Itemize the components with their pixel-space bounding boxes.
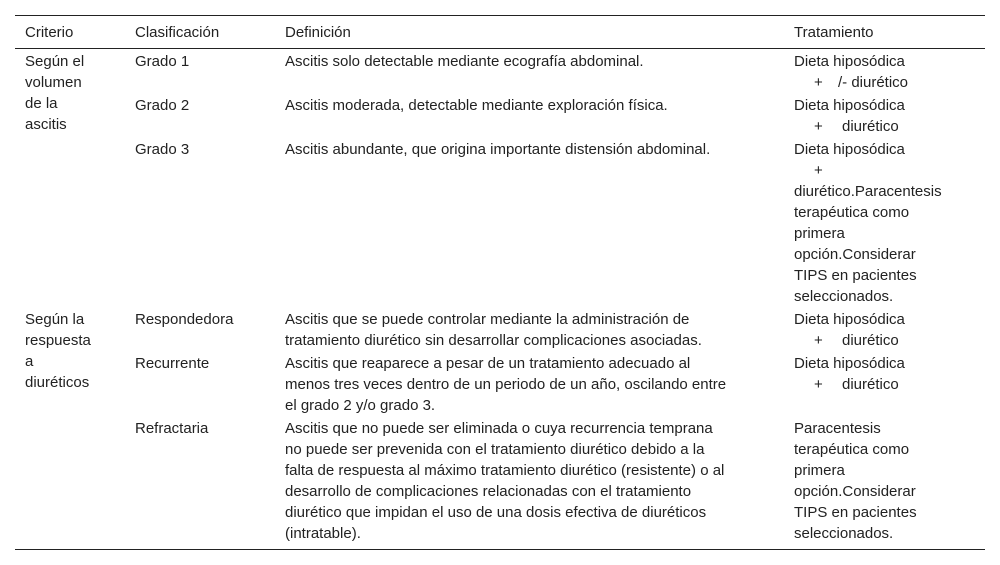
tratamiento-grado-2: Dieta hiposódica + diurético — [794, 97, 905, 135]
table-header-row — [15, 16, 985, 49]
tratamiento-grado-3: Dieta hiposódica + diurético.Paracentesis terapéutica como primera opción.Considerar TIPS en pacientes seleccionados. — [794, 141, 942, 305]
clasificacion-recurrente: Recurrente — [135, 355, 210, 372]
clasificacion-grado-1: Grado 1 — [135, 53, 190, 70]
header-tratamiento: Tratamiento — [794, 24, 874, 41]
header-clasificacion: Clasificación — [135, 24, 220, 41]
clasificacion-refractaria: Refractaria — [135, 420, 209, 437]
tratamiento-grado-1: Dieta hiposódica + /- diurético — [794, 53, 909, 91]
definicion-grado-1: Ascitis solo detectable mediante ecografía abdominal. — [285, 53, 644, 70]
clasificacion-respondedora: Respondedora — [135, 311, 234, 328]
definicion-grado-3: Ascitis abundante, que origina importante distensión abdominal. — [285, 141, 711, 158]
header-definicion: Definición — [285, 24, 351, 41]
tratamiento-recurrente: Dieta hiposódica + diurético — [794, 355, 905, 393]
clasificacion-grado-2: Grado 2 — [135, 97, 190, 114]
header-criterio: Criterio — [25, 24, 74, 41]
tratamiento-respondedora: Dieta hiposódica + diurético — [794, 311, 905, 349]
table-body — [15, 49, 985, 549]
criterio-volumen: Según el volumen de la ascitis — [25, 53, 85, 133]
definicion-respondedora: Ascitis que se puede controlar mediante la administración de tratamiento diurético sin desarrollar complicaciones asociadas. — [285, 311, 702, 349]
ascites-classification-table — [15, 15, 985, 550]
clasificacion-grado-3: Grado 3 — [135, 141, 190, 158]
definicion-recurrente: Ascitis que reaparece a pesar de un tratamiento adecuado al menos tres veces dentro de un periodo de un año, oscilando entre el grado 2 y/o grado 3. — [285, 355, 727, 414]
criterio-respuesta: Según la respuesta a diuréticos — [25, 311, 91, 391]
tratamiento-refractaria: Paracentesis terapéutica como primera opción.Considerar TIPS en pacientes seleccionados. — [794, 420, 917, 542]
definicion-refractaria: Ascitis que no puede ser eliminada o cuya recurrencia temprana no puede ser prevenida con el tratamiento diurético debido a la falta de respuesta al máximo tratamiento diurético (resistente) o al desarrollo de complicaciones relacionadas con el tratamiento diurético que impidan el uso de una dosis efectiva de diuréticos (intratable). — [285, 420, 725, 542]
definicion-grado-2: Ascitis moderada, detectable mediante exploración física. — [285, 97, 668, 114]
